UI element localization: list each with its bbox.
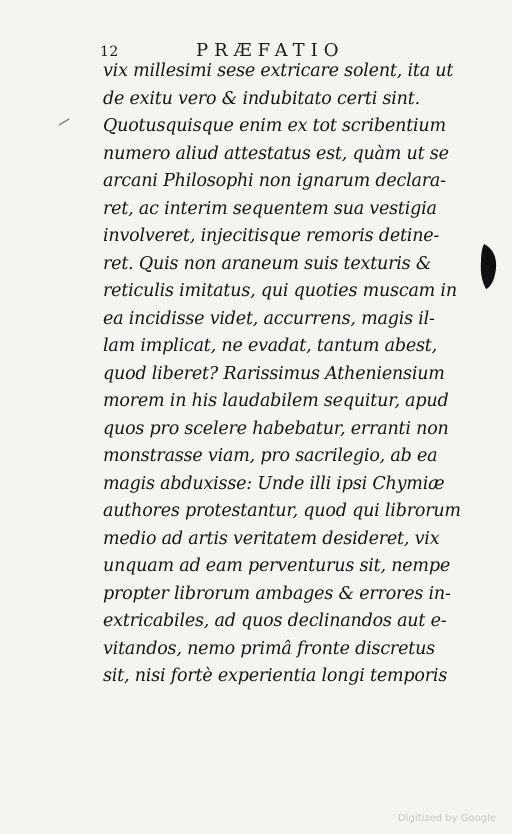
text-line: vix millesimi sese extricare solent, ita ut [103, 61, 454, 81]
text-line: magis abduxisse: Unde illi ipsi Chymiæ [103, 473, 445, 494]
text-line: ret, ac interim sequentem sua vestigia [103, 198, 437, 219]
text-line: numero aliud attestatus est, quàm ut se [103, 143, 449, 164]
text-line: Quotusquisque enim ex tot scribentium [103, 116, 446, 136]
text-line: ea incidisse videt, accurrens, magis il- [103, 308, 435, 329]
text-line: extricabiles, ad quos declinandos aut e- [103, 611, 447, 631]
text-line: ret. Quis non araneum suis texturis & [103, 253, 432, 274]
text-line: lam implicat, ne evadat, tantum abest, [103, 336, 437, 356]
ink-blot [478, 242, 498, 290]
text-line: medio ad artis veritatem desideret, vix [103, 528, 440, 549]
body-text [103, 58, 483, 691]
text-line: morem in his laudabilem sequitur, apud [103, 391, 449, 411]
text-line: involveret, injecitisque remoris detine- [103, 226, 440, 246]
text-line: quos pro scelere habebatur, erranti non [103, 418, 449, 439]
text-line: de exitu vero & indubitato certi sint. [103, 88, 420, 109]
text-line: monstrasse viam, pro sacrilegio, ab ea [103, 446, 438, 466]
page-number: 12 [100, 44, 119, 60]
text-line: sit, nisi fortè experientia longi temporis [103, 666, 448, 686]
text-line: unquam ad eam perventurus sit, nempe [103, 556, 450, 576]
text-line: arcani Philosophi non ignarum declara- [103, 171, 446, 191]
text-line: quod liberet? Rarissimus Atheniensium [103, 363, 445, 384]
text-line: reticulis imitatus, qui quoties muscam in [103, 281, 457, 301]
text-line: authores protestantur, quod qui librorum [103, 501, 461, 521]
digitization-watermark: Digitized by Google [398, 813, 496, 824]
text-line: vitandos, nemo primâ fronte discretus [103, 638, 435, 659]
text-line: propter librorum ambages & errores in- [103, 583, 451, 604]
running-title: PRÆFATIO [196, 40, 345, 61]
pencil-mark [58, 118, 70, 126]
